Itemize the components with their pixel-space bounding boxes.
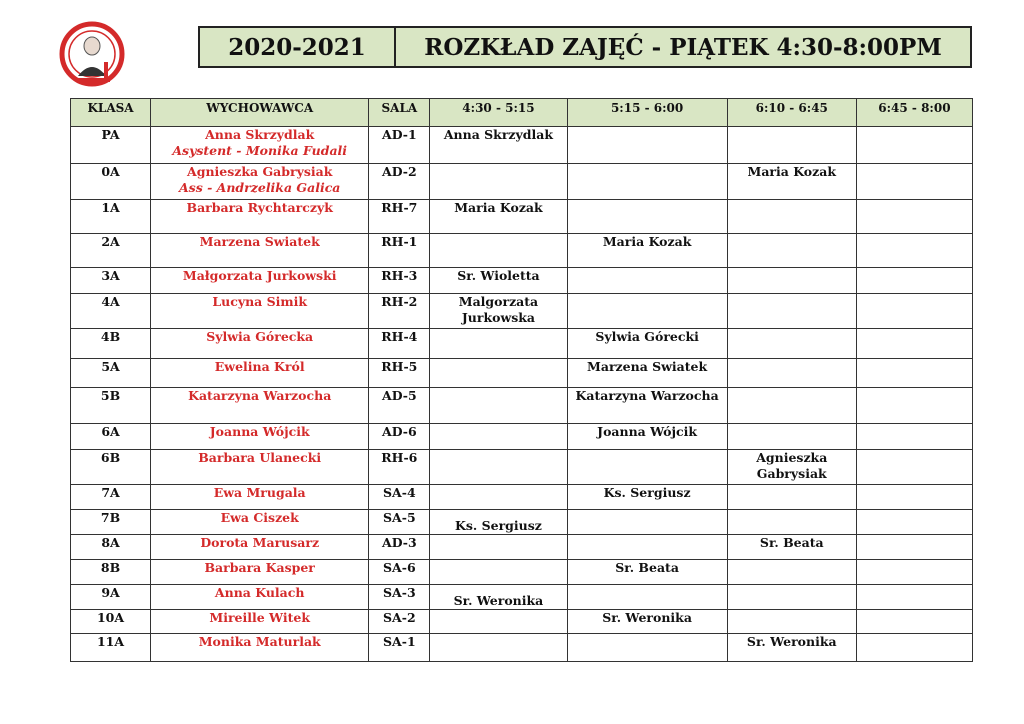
- table-row: [71, 164, 973, 200]
- slot-cell: [856, 294, 972, 329]
- slot-cell: [856, 610, 972, 634]
- slot-cell: [567, 535, 727, 560]
- teacher-name: Agnieszka Gabrysiak: [187, 164, 333, 179]
- teacher-name: Barbara Rychtarczyk: [151, 200, 369, 234]
- slot-cell: [856, 200, 972, 234]
- slot-cell: Sr. Wioletta: [430, 268, 567, 294]
- room-cell: SA-2: [369, 610, 430, 634]
- slot-cell: Katarzyna Warzocha: [567, 388, 727, 424]
- teacher-name: Ewa Mrugala: [151, 485, 369, 510]
- teacher-name: Anna Kulach: [151, 585, 369, 610]
- teacher-name: Marzena Swiatek: [151, 234, 369, 268]
- teacher-name: Mireille Witek: [151, 610, 369, 634]
- slot-cell: [856, 535, 972, 560]
- table-row: [71, 560, 973, 585]
- slot-cell: [430, 359, 567, 388]
- room-cell: SA-5: [369, 510, 430, 535]
- room-cell: SA-6: [369, 560, 430, 585]
- table-row: [71, 535, 973, 560]
- column-header-slot2: 5:15 - 6:00: [567, 99, 727, 127]
- table-row: [71, 234, 973, 268]
- slot-cell: [856, 634, 972, 662]
- slot-cell: [727, 294, 856, 329]
- room-cell: SA-3: [369, 585, 430, 610]
- assistant-name: Ass - Andrzelika Galica: [178, 180, 341, 195]
- room-cell: RH-6: [369, 450, 430, 485]
- class-cell: 2A: [71, 234, 151, 268]
- teacher-name: Barbara Kasper: [151, 560, 369, 585]
- teacher-name: Ewelina Król: [151, 359, 369, 388]
- room-cell: SA-4: [369, 485, 430, 510]
- class-cell: 6A: [71, 424, 151, 450]
- slot-cell: [856, 585, 972, 610]
- class-cell: 7B: [71, 510, 151, 535]
- slot-cell: Agnieszka Gabrysiak: [727, 450, 856, 485]
- slot-cell: [430, 610, 567, 634]
- slot-cell: [567, 164, 727, 200]
- class-cell: 4A: [71, 294, 151, 329]
- school-year: 2020-2021: [200, 28, 396, 66]
- teacher-name: Małgorzata Jurkowski: [151, 268, 369, 294]
- column-header-klasa: KLASA: [71, 99, 151, 127]
- class-cell: 0A: [71, 164, 151, 200]
- slot-cell: [727, 127, 856, 164]
- slot-cell: [727, 329, 856, 359]
- slot-cell: Maria Kozak: [727, 164, 856, 200]
- teacher-name: Joanna Wójcik: [151, 424, 369, 450]
- room-cell: AD-2: [369, 164, 430, 200]
- slot-cell: [567, 634, 727, 662]
- slot-cell: Sylwia Górecki: [567, 329, 727, 359]
- slot-cell: [567, 127, 727, 164]
- table-row: [71, 585, 973, 610]
- teacher-name: Lucyna Simik: [151, 294, 369, 329]
- teacher-name: Anna Skrzydlak: [205, 127, 315, 142]
- slot-cell: [430, 560, 567, 585]
- class-cell: 4B: [71, 329, 151, 359]
- slot-cell: [727, 510, 856, 535]
- table-row: [71, 359, 973, 388]
- teacher-name: Ewa Ciszek: [151, 510, 369, 535]
- slot-cell: [430, 424, 567, 450]
- slot-cell: [856, 450, 972, 485]
- slot-cell: [856, 329, 972, 359]
- table-row: [71, 294, 973, 329]
- slot-cell: [567, 450, 727, 485]
- slot-cell: [727, 234, 856, 268]
- assistant-name: Asystent - Monika Fudali: [172, 143, 348, 158]
- slot-cell: Anna Skrzydlak: [430, 127, 567, 164]
- column-header-slot1: 4:30 - 5:15: [430, 99, 567, 127]
- slot-cell: [567, 294, 727, 329]
- slot-cell: [856, 234, 972, 268]
- slot-cell: Joanna Wójcik: [567, 424, 727, 450]
- teacher-name: Barbara Ulanecki: [151, 450, 369, 485]
- table-row: [71, 268, 973, 294]
- slot-cell: Ks. Sergiusz: [430, 510, 567, 535]
- column-header-sala: SALA: [369, 99, 430, 127]
- class-cell: 1A: [71, 200, 151, 234]
- slot-cell: Ks. Sergiusz: [567, 485, 727, 510]
- slot-cell: [727, 610, 856, 634]
- slot-cell: [430, 388, 567, 424]
- slot-cell: Sr. Weronika: [567, 610, 727, 634]
- table-row: [71, 634, 973, 662]
- slot-cell: [856, 510, 972, 535]
- slot-cell: Sr. Weronika: [430, 585, 567, 610]
- schedule-table: [70, 98, 973, 662]
- room-cell: AD-5: [369, 388, 430, 424]
- room-cell: AD-1: [369, 127, 430, 164]
- slot-cell: [430, 485, 567, 510]
- slot-cell: [727, 424, 856, 450]
- room-cell: RH-1: [369, 234, 430, 268]
- slot-cell: [567, 268, 727, 294]
- slot-cell: [430, 234, 567, 268]
- slot-cell: Marzena Swiatek: [567, 359, 727, 388]
- room-cell: RH-7: [369, 200, 430, 234]
- table-header-row: [71, 99, 973, 127]
- slot-cell: [856, 388, 972, 424]
- slot-cell: [856, 164, 972, 200]
- slot-cell: [430, 450, 567, 485]
- slot-cell: [727, 359, 856, 388]
- room-cell: RH-4: [369, 329, 430, 359]
- slot-cell: Maria Kozak: [430, 200, 567, 234]
- slot-cell: [430, 634, 567, 662]
- column-header-slot3: 6:10 - 6:45: [727, 99, 856, 127]
- table-row: [71, 424, 973, 450]
- slot-cell: [727, 585, 856, 610]
- column-header-wychowawca: WYCHOWAWCA: [151, 99, 369, 127]
- teacher-name: Katarzyna Warzocha: [151, 388, 369, 424]
- room-cell: AD-6: [369, 424, 430, 450]
- class-cell: 11A: [71, 634, 151, 662]
- slot-cell: [856, 268, 972, 294]
- table-row: [71, 329, 973, 359]
- slot-cell: [856, 485, 972, 510]
- slot-cell: [567, 585, 727, 610]
- slot-cell: [727, 560, 856, 585]
- slot-cell: Malgorzata Jurkowska: [430, 294, 567, 329]
- teacher-cell: [151, 164, 369, 200]
- table-row: [71, 127, 973, 164]
- class-cell: 9A: [71, 585, 151, 610]
- room-cell: AD-3: [369, 535, 430, 560]
- slot-cell: [430, 535, 567, 560]
- slot-cell: [856, 359, 972, 388]
- slot-cell: [856, 127, 972, 164]
- slot-cell: [430, 329, 567, 359]
- table-row: [71, 510, 973, 535]
- slot-cell: [430, 164, 567, 200]
- room-cell: RH-3: [369, 268, 430, 294]
- table-row: [71, 388, 973, 424]
- teacher-name: Dorota Marusarz: [151, 535, 369, 560]
- class-cell: 5B: [71, 388, 151, 424]
- slot-cell: [567, 510, 727, 535]
- room-cell: SA-1: [369, 634, 430, 662]
- teacher-name: Sylwia Górecka: [151, 329, 369, 359]
- table-row: [71, 200, 973, 234]
- class-cell: 7A: [71, 485, 151, 510]
- teacher-cell: [151, 127, 369, 164]
- room-cell: RH-2: [369, 294, 430, 329]
- slot-cell: [727, 485, 856, 510]
- class-cell: 8A: [71, 535, 151, 560]
- class-cell: PA: [71, 127, 151, 164]
- table-row: [71, 450, 973, 485]
- slot-cell: [856, 424, 972, 450]
- schedule-header: [198, 26, 972, 68]
- class-cell: 3A: [71, 268, 151, 294]
- class-cell: 10A: [71, 610, 151, 634]
- slot-cell: Maria Kozak: [567, 234, 727, 268]
- slot-cell: [727, 388, 856, 424]
- slot-cell: [727, 268, 856, 294]
- slot-cell: [856, 560, 972, 585]
- class-cell: 6B: [71, 450, 151, 485]
- school-logo: [58, 18, 130, 98]
- slot-cell: [567, 200, 727, 234]
- slot-cell: [727, 200, 856, 234]
- class-cell: 8B: [71, 560, 151, 585]
- room-cell: RH-5: [369, 359, 430, 388]
- class-cell: 5A: [71, 359, 151, 388]
- table-row: [71, 610, 973, 634]
- slot-cell: Sr. Beata: [727, 535, 856, 560]
- column-header-slot4: 6:45 - 8:00: [856, 99, 972, 127]
- page-title: ROZKŁAD ZAJĘĆ - PIĄTEK 4:30-8:00PM: [424, 33, 942, 61]
- slot-cell: Sr. Weronika: [727, 634, 856, 662]
- teacher-name: Monika Maturlak: [151, 634, 369, 662]
- slot-cell: Sr. Beata: [567, 560, 727, 585]
- table-row: [71, 485, 973, 510]
